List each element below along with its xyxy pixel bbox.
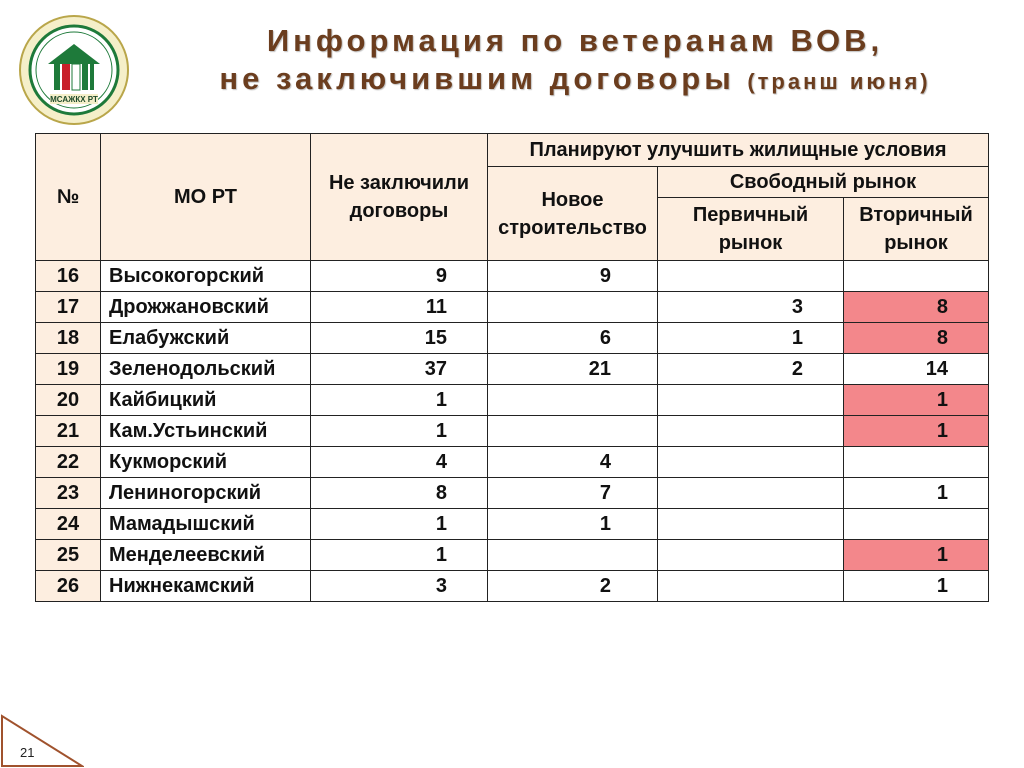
veterans-table (35, 133, 989, 602)
row-not-signed: 1 (311, 416, 488, 447)
row-new-build (488, 540, 658, 571)
row-mo-name: Елабужский (101, 323, 311, 354)
table-row (36, 478, 989, 509)
row-num: 23 (36, 478, 101, 509)
row-primary: 1 (658, 323, 844, 354)
row-primary: 3 (658, 292, 844, 323)
table-row (36, 416, 989, 447)
row-primary: 2 (658, 354, 844, 385)
row-not-signed: 8 (311, 478, 488, 509)
row-num: 26 (36, 571, 101, 602)
table-row (36, 354, 989, 385)
row-new-build: 21 (488, 354, 658, 385)
table-row (36, 323, 989, 354)
table-row (36, 540, 989, 571)
row-not-signed: 37 (311, 354, 488, 385)
row-new-build (488, 416, 658, 447)
row-mo-name: Мамадышский (101, 509, 311, 540)
row-primary (658, 540, 844, 571)
row-new-build: 6 (488, 323, 658, 354)
row-primary (658, 385, 844, 416)
title-line-2 (140, 60, 1010, 101)
title-line-2-main: не заключившим договоры (219, 61, 735, 96)
table-row (36, 509, 989, 540)
row-new-build: 1 (488, 509, 658, 540)
row-primary (658, 416, 844, 447)
row-secondary: 1 (844, 416, 989, 447)
row-primary (658, 571, 844, 602)
row-secondary: 1 (844, 385, 989, 416)
header-not-signed: Не заключили договоры (311, 134, 488, 261)
row-not-signed: 3 (311, 571, 488, 602)
header-plan: Планируют улучшить жилищные условия (488, 134, 989, 167)
page-number: 21 (20, 745, 35, 760)
row-primary (658, 447, 844, 478)
organization-logo (18, 14, 130, 126)
header-new-build: Новое строительство (488, 167, 658, 261)
row-mo-name: Кайбицкий (101, 385, 311, 416)
row-mo-name: Лениногорский (101, 478, 311, 509)
logo-text: МСАЖКХ РТ (50, 95, 98, 104)
table-row (36, 385, 989, 416)
row-num: 20 (36, 385, 101, 416)
row-new-build: 9 (488, 261, 658, 292)
row-secondary (844, 509, 989, 540)
row-mo-name: Нижнекамский (101, 571, 311, 602)
row-new-build (488, 292, 658, 323)
row-num: 25 (36, 540, 101, 571)
table-row (36, 261, 989, 292)
row-secondary: 1 (844, 540, 989, 571)
row-secondary (844, 261, 989, 292)
table-row (36, 447, 989, 478)
row-not-signed: 1 (311, 509, 488, 540)
header-free-market: Свободный рынок (658, 167, 989, 198)
row-secondary (844, 447, 989, 478)
row-num: 18 (36, 323, 101, 354)
row-num: 17 (36, 292, 101, 323)
row-mo-name: Дрожжановский (101, 292, 311, 323)
row-new-build: 7 (488, 478, 658, 509)
row-new-build (488, 385, 658, 416)
header-mo: МО РТ (101, 134, 311, 261)
row-mo-name: Высокогорский (101, 261, 311, 292)
row-secondary: 1 (844, 571, 989, 602)
row-mo-name: Кукморский (101, 447, 311, 478)
row-primary (658, 261, 844, 292)
row-primary (658, 478, 844, 509)
row-new-build: 4 (488, 447, 658, 478)
row-num: 21 (36, 416, 101, 447)
row-not-signed: 9 (311, 261, 488, 292)
title-subtitle: (транш июня) (747, 69, 931, 94)
row-secondary: 14 (844, 354, 989, 385)
row-new-build: 2 (488, 571, 658, 602)
row-not-signed: 4 (311, 447, 488, 478)
row-secondary: 1 (844, 478, 989, 509)
row-primary (658, 509, 844, 540)
row-mo-name: Кам.Устьинский (101, 416, 311, 447)
row-not-signed: 1 (311, 385, 488, 416)
row-num: 16 (36, 261, 101, 292)
table-row (36, 292, 989, 323)
row-mo-name: Зеленодольский (101, 354, 311, 385)
row-num: 19 (36, 354, 101, 385)
header-secondary: Вторичный рынок (844, 198, 989, 261)
header-primary: Первичный рынок (658, 198, 844, 261)
row-mo-name: Менделеевский (101, 540, 311, 571)
row-not-signed: 1 (311, 540, 488, 571)
row-secondary: 8 (844, 292, 989, 323)
page-title (140, 22, 1010, 101)
row-num: 22 (36, 447, 101, 478)
title-line-1: Информация по ветеранам ВОВ, (266, 23, 884, 58)
corner-triangle-decoration (0, 714, 84, 768)
row-num: 24 (36, 509, 101, 540)
table-row (36, 571, 989, 602)
row-not-signed: 15 (311, 323, 488, 354)
header-num: № (36, 134, 101, 261)
row-not-signed: 11 (311, 292, 488, 323)
row-secondary: 8 (844, 323, 989, 354)
